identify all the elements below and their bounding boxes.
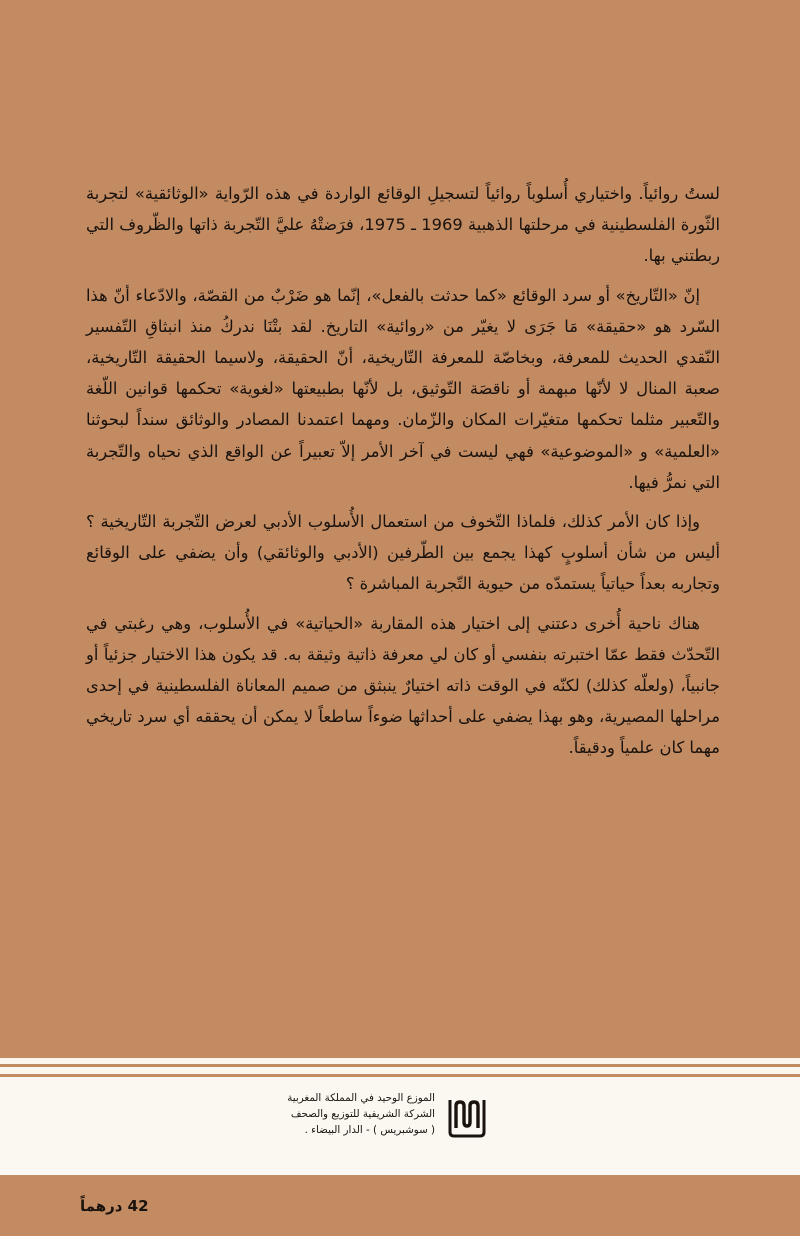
paragraph-4: هناك ناحية أُخرى دعتني إلى اختيار هذه المقاربة «الحياتية» في الأُسلوب، وهي رغبتي في التّحدّث فقط عمّا اختبرته بنفسي أو كان لي معرفة ذاتية وثيقة به. قد يكون هذا الاختيار جزئياً أو جانبياً، (ولعلّه كذلك) لكنّه في الوقت ذاته اختيارٌ ينبثق من صميم المعاناة الفلسطينية في إحدى مراحلها المصيرية، وهو بهذا يضفي على أحداثها ضوءاً ساطعاً لا يمكن أن يحققه أي سرد تاريخي مهما كان علمياً ودقيقاً.	[86, 613, 720, 758]
distributor-line: الشركة الشريفية للتوزيع والصحف	[290, 1108, 435, 1120]
paragraph-3: وإذا كان الأمر كذلك، فلماذا التّخوف من استعمال الأُسلوب الأدبي لعرض التّجربة التّاريخية ؟ أليس من شأن أسلوبٍ كهذا يجمع بين الطّرفين (الأدبي والوثائقي) وأن يضفي على الوقائع وتجاربه بعداً حياتياً يستمدّه من حيوية التّجربة المباشرة ؟	[86, 512, 720, 594]
distributor-line: ( سوشبريس ) - الدار البيضاء .	[304, 1124, 435, 1136]
paragraph-2: إنّ «التّاريخ» أو سرد الوقائع «كما حدثت بالفعل»، إنّما هو ضَرْبٌ من القصّة، والادّعاء أنّ هذا السّرد هو «حقيقة» مَا جَرَى لا يغيّر من «روائية» التاريخ. لقد بتْنَا ندركُ منذ انبثاقِ التّفسير النّقدي الحديث للمعرفة، وبخاصّة للمعرفة التّاريخية، أنّ الحقيقة، ولاسيما الحقيقة التّاريخية، صعبة المنال لا لأنّها مبهمة أو ناقصَة التّوثيق، بل لأنّها بطبيعتها «لغوية» تحكمها قوانين اللّغة والتّعبير مثلما تحكمها متغيّرات المكان والزّمان. ومهما اعتمدنا المصادر والوثائق سنداً لبحوثنا «العلمية» و «الموضوعية» فهي ليست في آخر الأمر إلاّ تعبيراً عن الواقع الذي نحياه والتّجربة التي نمرُّ فيها.	[86, 285, 720, 492]
distributor-info	[285, 1090, 435, 1138]
paragraph-1: لستُ روائياً. واختياري أُسلوباً روائياً لتسجيلِ الوقائع الواردة في هذه الرّواية «الوثائقية» لتجربة الثّورة الفلسطينية في مرحلتها الذهبية 1969 ـ 1975، فرَضتْهُ عليَّ التّجربة ذاتها والظّروف التي ربطتني بها.	[86, 184, 720, 266]
publisher-logo-icon	[444, 1092, 490, 1138]
blurb-text	[86, 178, 720, 772]
price-label: 42 درهماً	[80, 1197, 149, 1215]
divider-stripe	[0, 1058, 800, 1064]
divider-stripe	[0, 1067, 800, 1074]
distributor-line: الموزع الوحيد في المملكة المغربية	[287, 1092, 435, 1104]
